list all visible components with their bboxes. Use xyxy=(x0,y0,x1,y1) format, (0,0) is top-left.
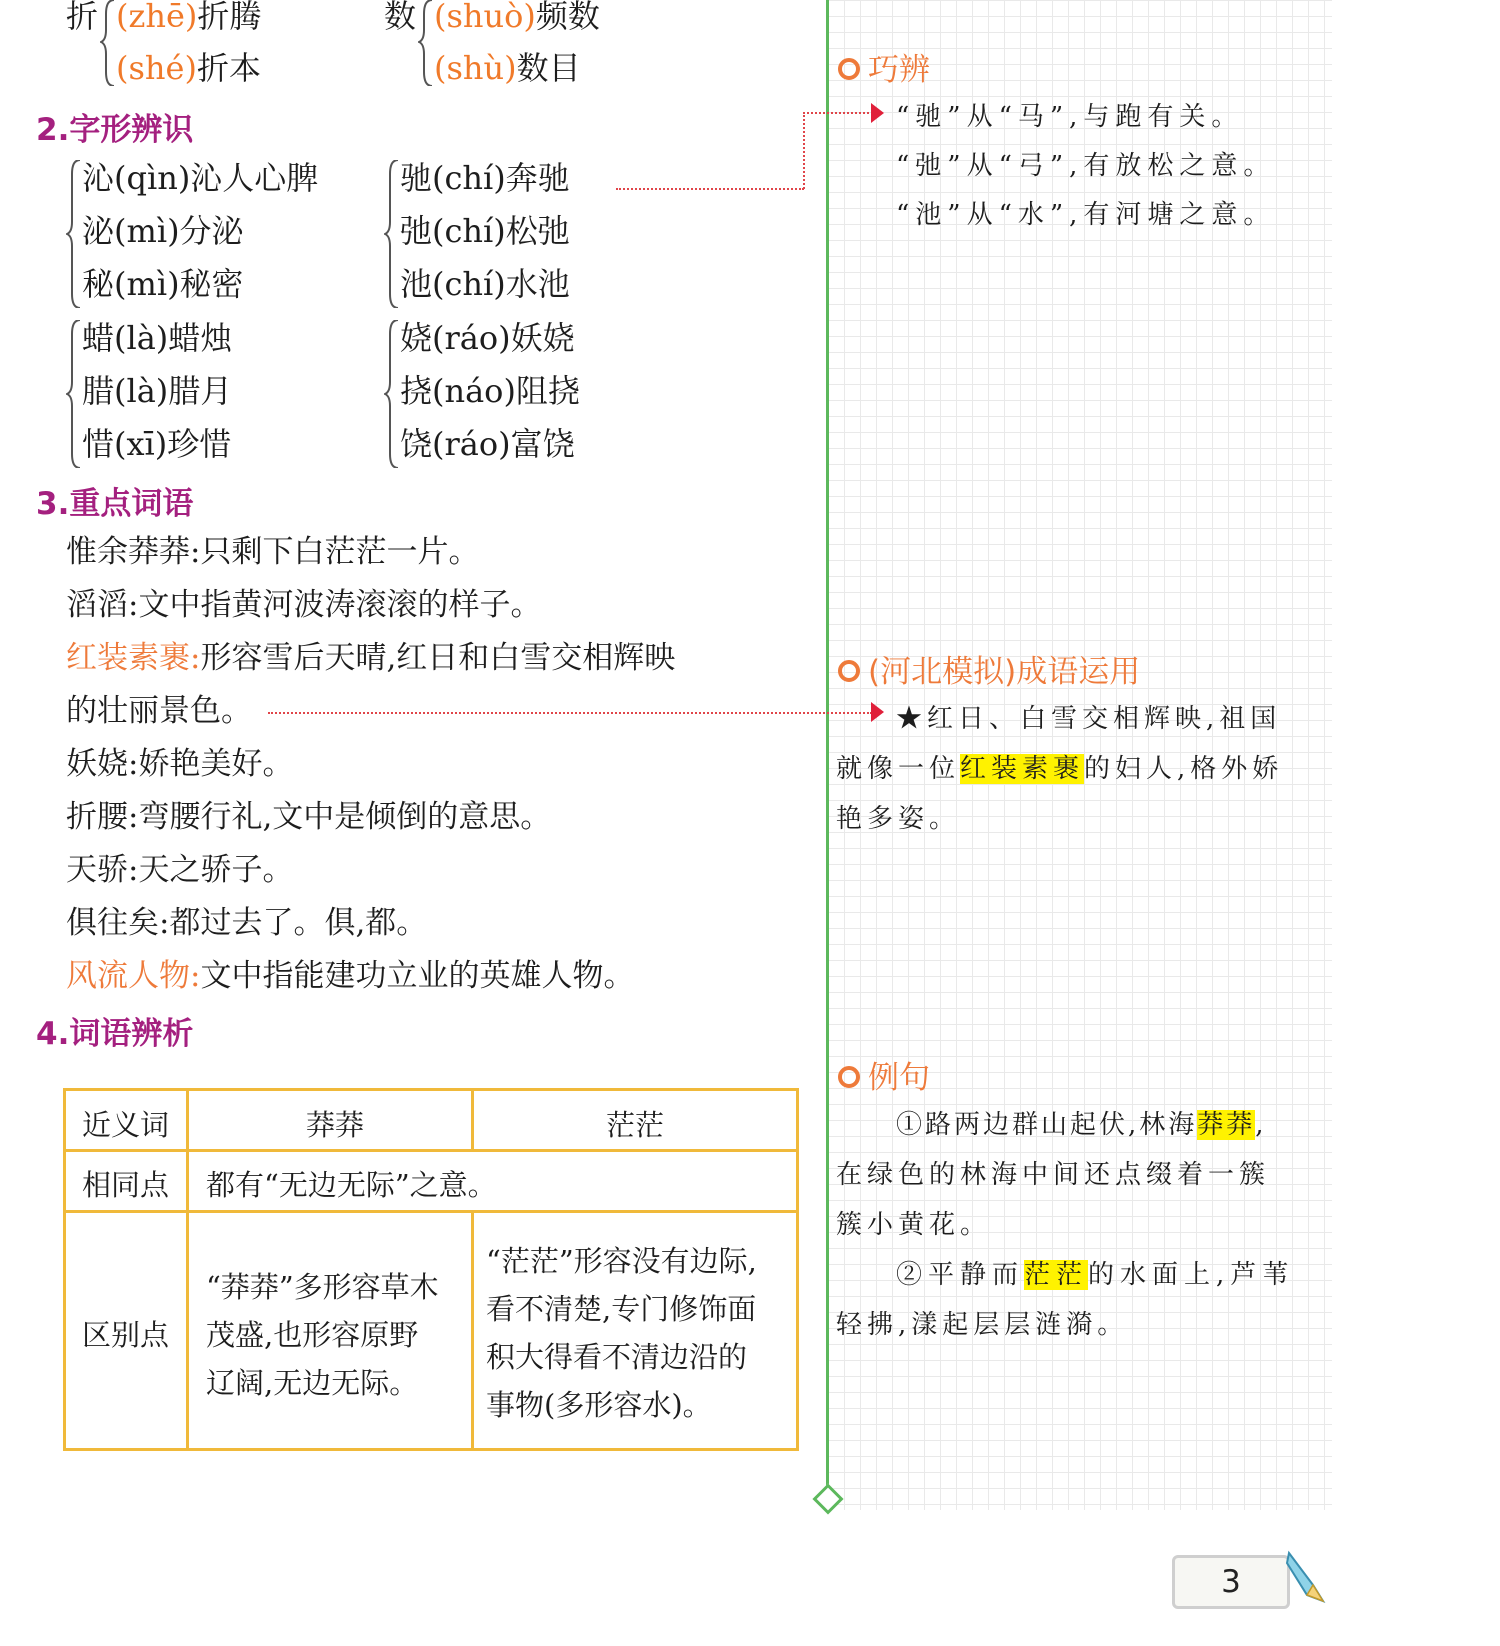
brace-icon xyxy=(418,0,434,86)
page-number-tab xyxy=(1172,1555,1290,1609)
glyph-item: 秘(mì)秘密 xyxy=(82,265,244,303)
table-rule xyxy=(66,1210,796,1213)
polyphone-item: (zhē)折腾 xyxy=(116,0,262,35)
table-header: 莽莽 xyxy=(306,1108,365,1142)
highlighted-term: 茫茫 xyxy=(1024,1260,1089,1290)
connector-line xyxy=(616,188,804,190)
connector-line xyxy=(268,712,872,714)
highlighted-term: 红装素裹 xyxy=(960,754,1085,784)
circle-bullet-icon xyxy=(838,660,860,682)
side-note-line: ②平静而茫茫的水面上,芦苇 xyxy=(896,1260,1295,1290)
margin-rule xyxy=(826,0,829,1497)
polyphone-item: (shé)折本 xyxy=(116,49,261,87)
arrow-right-icon xyxy=(871,103,884,123)
vocab-entry: 滔滔:文中指黄河波涛滚滚的样子。 xyxy=(66,587,542,623)
polyphone-item: (shuò)频数 xyxy=(434,0,600,35)
section-title-glyph-recognition: 2.字形辨识 xyxy=(36,112,194,148)
circle-bullet-icon xyxy=(838,1066,860,1088)
pen-nib-icon xyxy=(1283,1545,1329,1605)
vocab-entry: 折腰:弯腰行礼,文中是倾倒的意思。 xyxy=(66,799,552,835)
glyph-item: 挠(náo)阻挠 xyxy=(400,372,580,410)
table-rule xyxy=(186,1091,189,1448)
glyph-item: 泌(mì)分泌 xyxy=(82,212,244,250)
vocab-entry: 天骄:天之骄子。 xyxy=(66,852,294,888)
table-row-label: 区别点 xyxy=(82,1318,170,1352)
section-title-word-analysis: 4.词语辨析 xyxy=(36,1016,194,1052)
connector-line xyxy=(803,112,873,114)
section-title-key-words: 3.重点词语 xyxy=(36,486,194,522)
table-cell: 都有“无边无际”之意。 xyxy=(206,1168,497,1202)
side-note-line: “驰”从“马”,与跑有关。 xyxy=(896,102,1244,132)
brace-icon xyxy=(384,320,400,468)
brace-icon xyxy=(66,160,82,308)
side-heading-idiom-usage: (河北模拟)成语运用 xyxy=(838,646,1140,691)
table-rule xyxy=(471,1210,474,1448)
vocab-entry: 风流人物:文中指能建功立业的英雄人物。 xyxy=(66,958,635,994)
vocab-entry: 红装素裹:形容雪后天晴,红日和白雪交相辉映 xyxy=(66,640,676,676)
page-number: 3 xyxy=(1221,1564,1241,1600)
side-note-line: “弛”从“弓”,有放松之意。 xyxy=(896,151,1276,181)
glyph-item: 娆(ráo)妖娆 xyxy=(400,319,575,357)
polyphone-item: (shù)数目 xyxy=(434,49,581,87)
brace-icon xyxy=(66,320,82,468)
table-rule xyxy=(471,1091,474,1150)
highlighted-term: 莽莽 xyxy=(1197,1110,1256,1140)
vocab-entry: 惟余莽莽:只剩下白茫茫一片。 xyxy=(66,534,480,570)
table-row-label: 相同点 xyxy=(82,1168,170,1202)
arrow-right-icon xyxy=(871,702,884,722)
table-header: 茫茫 xyxy=(606,1108,665,1142)
polyphone-head-shu: 数 xyxy=(384,0,417,35)
brace-icon xyxy=(384,160,400,308)
side-note-line: ★红日、白雪交相辉映,祖国 xyxy=(896,704,1282,734)
side-heading-example: 例句 xyxy=(838,1052,930,1097)
glyph-item: 池(chí)水池 xyxy=(400,265,570,303)
table-cell: “莽莽”多形容草木 茂盛,也形容原野 辽阔,无边无际。 xyxy=(206,1270,439,1400)
table-rule xyxy=(66,1149,796,1152)
side-heading-tip: 巧辨 xyxy=(838,44,930,89)
vocab-entry: 妖娆:娇艳美好。 xyxy=(66,746,294,782)
side-note-line: 簇小黄花。 xyxy=(836,1210,992,1240)
side-note-line: 就像一位红装素裹的妇人,格外娇 xyxy=(836,754,1284,784)
glyph-item: 腊(là)腊月 xyxy=(82,372,233,410)
side-note-line: “池”从“水”,有河塘之意。 xyxy=(896,200,1276,230)
polyphone-head-zhe: 折 xyxy=(66,0,99,35)
table-cell: “茫茫”形容没有边际, 看不清楚,专门修饰面 积大得看不清边沿的 事物(多形容水)。 xyxy=(486,1244,757,1422)
side-note-line: 轻拂,漾起层层涟漪。 xyxy=(836,1310,1129,1340)
glyph-item: 惜(xī)珍惜 xyxy=(82,425,232,463)
glyph-item: 沁(qìn)沁人心脾 xyxy=(82,159,319,197)
side-note-line: ①路两边群山起伏,林海莽莽, xyxy=(896,1110,1267,1140)
glyph-item: 弛(chí)松弛 xyxy=(400,212,570,250)
connector-line xyxy=(803,112,805,189)
glyph-item: 驰(chí)奔驰 xyxy=(400,159,570,197)
vocab-entry-continuation: 的壮丽景色。 xyxy=(66,693,252,729)
brace-icon xyxy=(100,0,116,86)
glyph-item: 饶(ráo)富饶 xyxy=(400,425,575,463)
synonym-table xyxy=(63,1088,799,1451)
side-note-line: 在绿色的林海中间还点缀着一簇 xyxy=(836,1160,1271,1190)
table-header: 近义词 xyxy=(82,1108,170,1142)
side-note-line: 艳多姿。 xyxy=(836,804,961,834)
circle-bullet-icon xyxy=(838,58,860,80)
glyph-item: 蜡(là)蜡烛 xyxy=(82,319,233,357)
vocab-entry: 俱往矣:都过去了。俱,都。 xyxy=(66,905,428,941)
